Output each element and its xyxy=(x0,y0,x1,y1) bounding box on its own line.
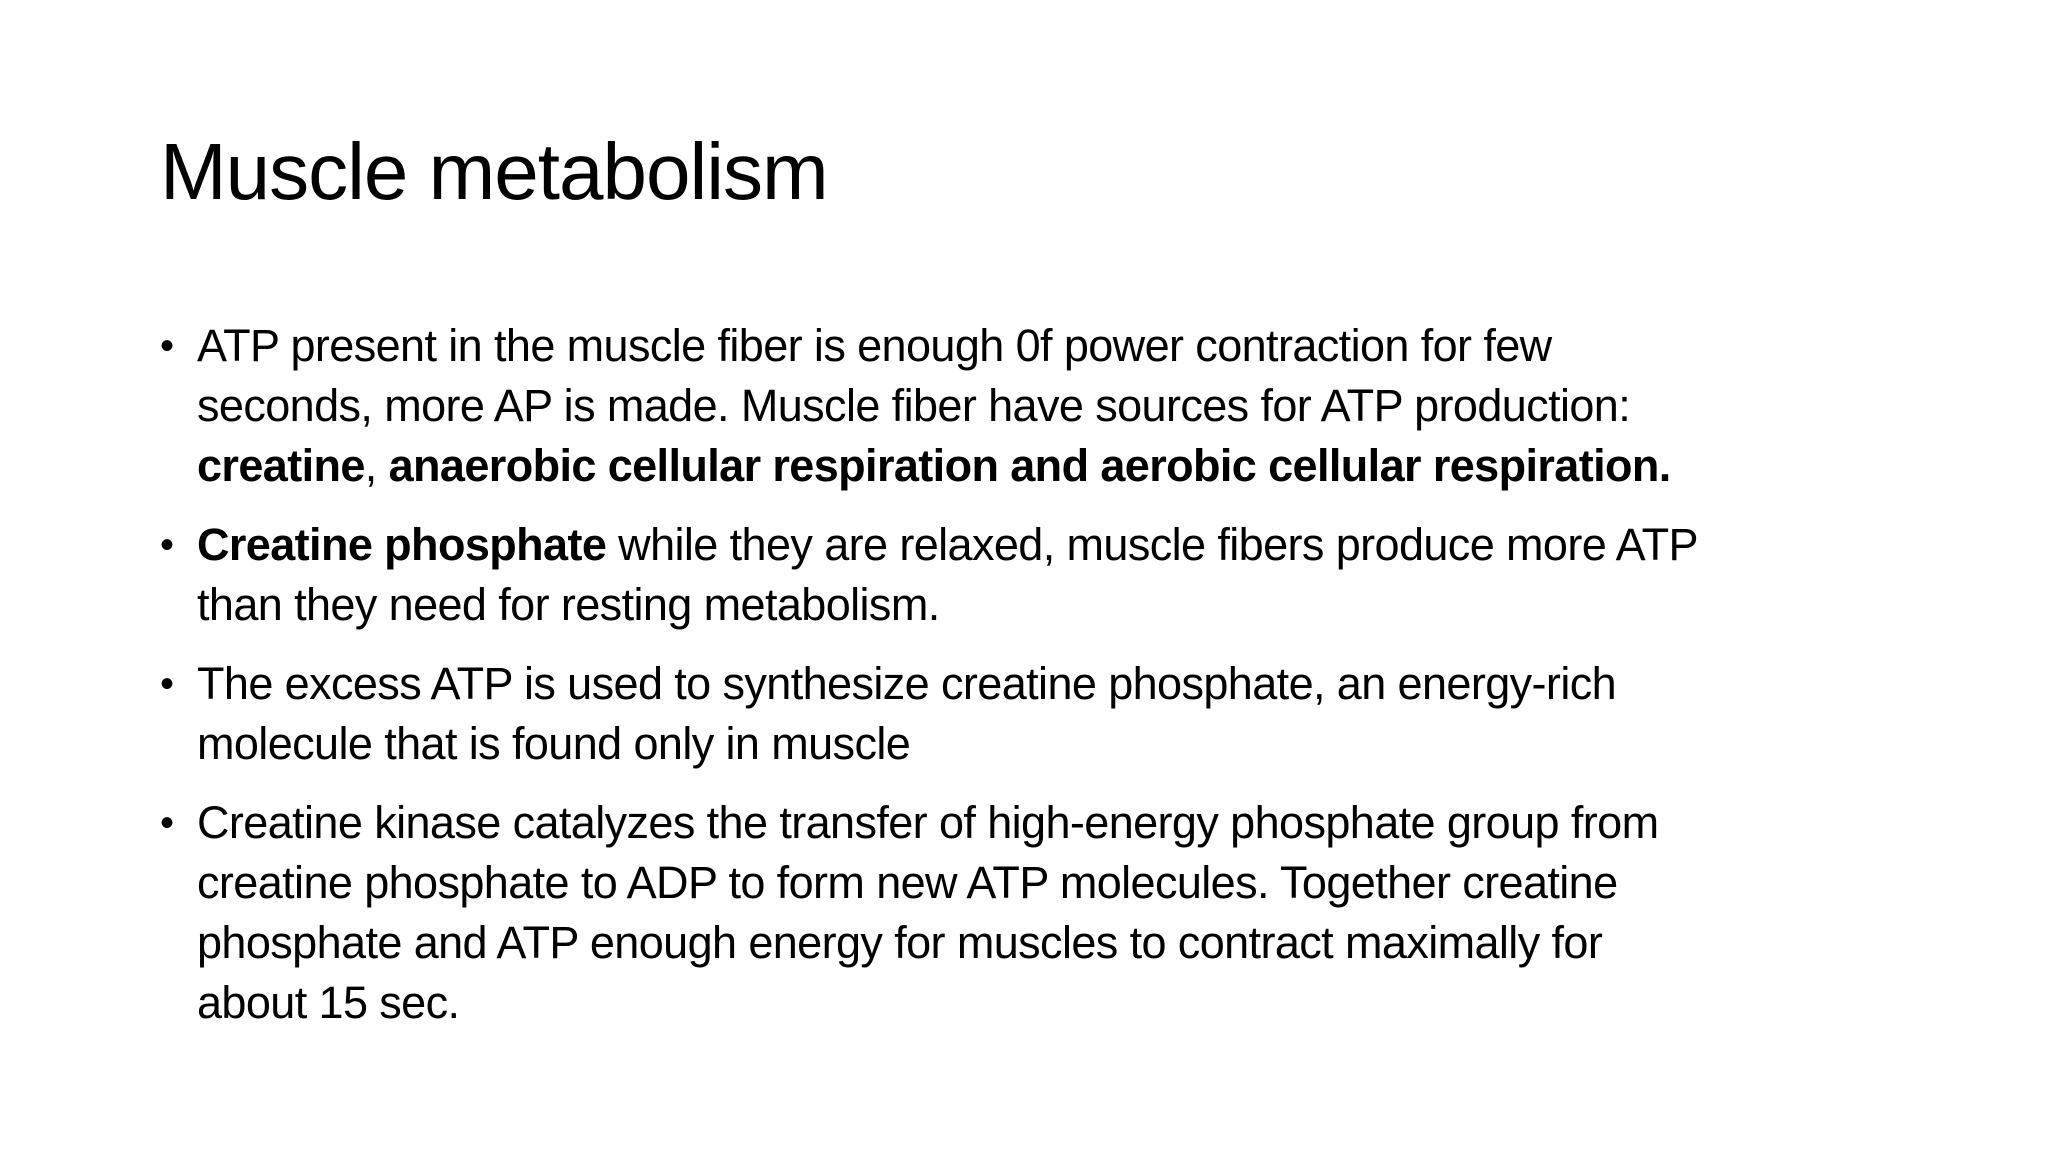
text-segment: while they are relaxed, muscle fibers produce more ATP xyxy=(606,519,1698,570)
bullet-item xyxy=(160,654,1920,774)
bullet-line xyxy=(197,853,1920,913)
bullet-icon: • xyxy=(160,801,174,845)
bold-text-segment: Creatine phosphate xyxy=(197,519,607,570)
bullet-item xyxy=(160,515,1920,635)
text-segment: ATP present in the muscle fiber is enough 0f power contraction for few xyxy=(197,320,1552,371)
text-segment: , xyxy=(364,440,389,491)
bullet-line xyxy=(197,515,1920,575)
bullet-line xyxy=(197,973,1920,1033)
text-segment: Creatine kinase catalyzes the transfer of high-energy phosphate group from xyxy=(197,797,1659,848)
bullet-line xyxy=(197,714,1920,774)
text-segment: phosphate and ATP enough energy for muscles to contract maximally for xyxy=(197,917,1603,968)
bullet-item xyxy=(160,793,1920,1033)
bold-text-segment: creatine xyxy=(197,440,365,491)
bullet-icon: • xyxy=(160,662,174,706)
text-segment: molecule that is found only in muscle xyxy=(197,718,911,769)
bullet-line xyxy=(197,376,1920,436)
bold-text-segment: anaerobic cellular respiration and aerobic cellular respiration. xyxy=(388,440,1671,491)
bullet-line xyxy=(197,436,1920,496)
text-segment: seconds, more AP is made. Muscle fiber have sources for ATP production: xyxy=(197,380,1631,431)
bullet-text xyxy=(197,316,1920,496)
text-segment: than they need for resting metabolism. xyxy=(197,579,940,630)
bullet-icon: • xyxy=(160,523,174,567)
bullet-text xyxy=(197,515,1920,635)
bullet-line xyxy=(197,575,1920,635)
bullet-icon: • xyxy=(160,324,174,368)
bullet-list xyxy=(160,316,1920,1052)
bullet-text xyxy=(197,654,1920,774)
slide-title: Muscle metabolism xyxy=(160,127,828,216)
bullet-line xyxy=(197,793,1920,853)
bullet-item xyxy=(160,316,1920,496)
text-segment: The excess ATP is used to synthesize creatine phosphate, an energy-rich xyxy=(197,658,1617,709)
text-segment: about 15 sec. xyxy=(197,977,460,1028)
bullet-text xyxy=(197,793,1920,1033)
bullet-line xyxy=(197,654,1920,714)
bullet-line xyxy=(197,913,1920,973)
text-segment: creatine phosphate to ADP to form new ATP molecules. Together creatine xyxy=(197,857,1618,908)
bullet-line xyxy=(197,316,1920,376)
